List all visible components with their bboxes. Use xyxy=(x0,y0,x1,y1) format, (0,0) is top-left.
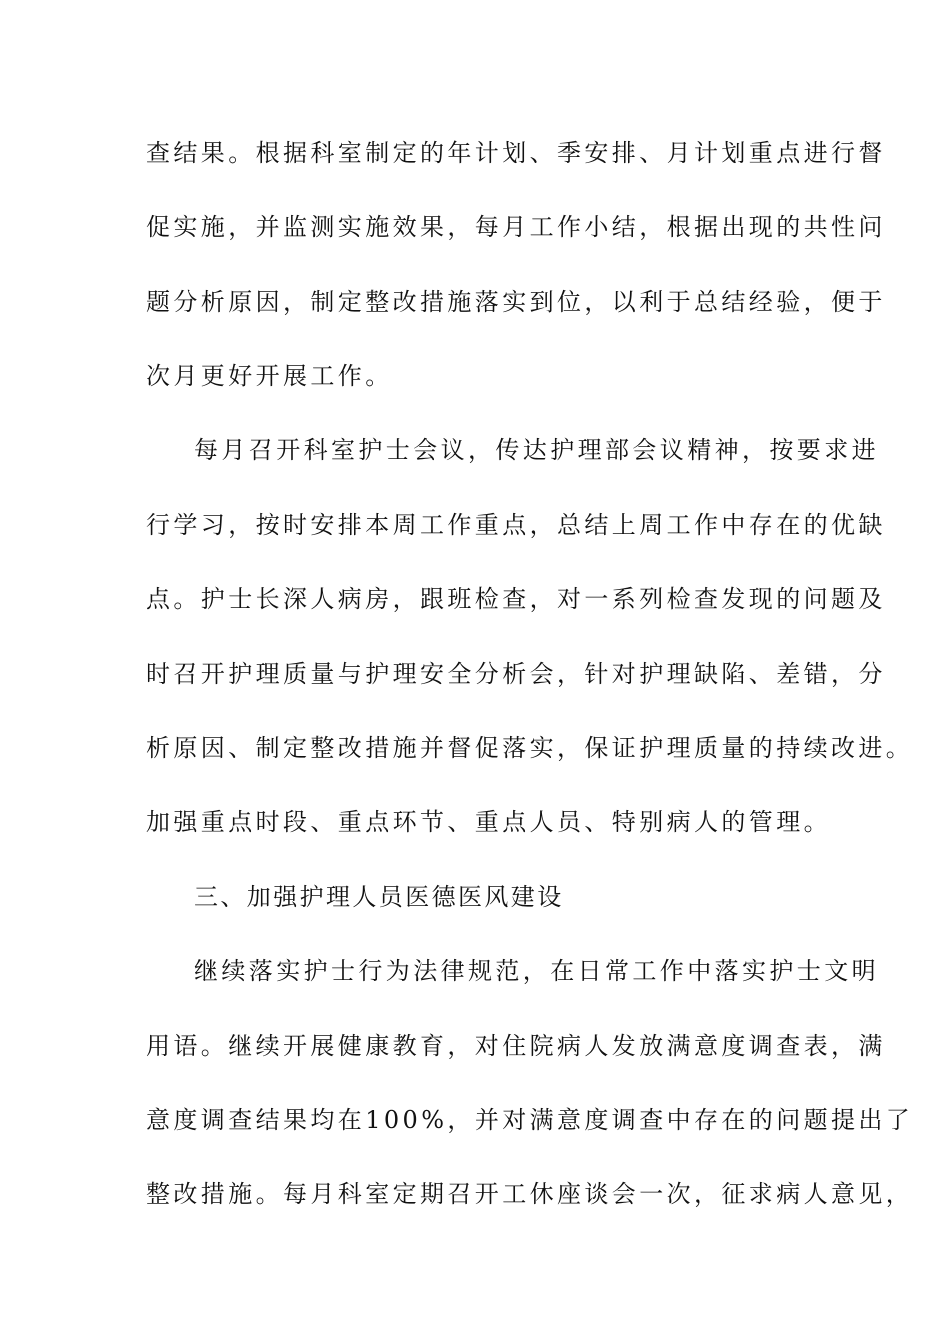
text-line: 析原因、制定整改措施并督促落实，保证护理质量的持续改进。 xyxy=(146,734,914,762)
text-line: 意度调查结果均在100%，并对满意度调查中存在的问题提出了 xyxy=(146,1106,914,1134)
text-line: 时召开护理质量与护理安全分析会，针对护理缺陷、差错，分 xyxy=(146,660,886,688)
text-line: 加强重点时段、重点环节、重点人员、特别病人的管理。 xyxy=(146,808,831,836)
section-heading: 三、加强护理人员医德医风建设 xyxy=(194,883,564,911)
text-line: 题分析原因，制定整改措施落实到位，以利于总结经验，便于 xyxy=(146,288,886,316)
paragraph-first-line: 每月召开科室护士会议，传达护理部会议精神，按要求进 xyxy=(194,436,879,464)
text-line: 用语。继续开展健康教育，对住院病人发放满意度调查表，满 xyxy=(146,1032,886,1060)
text-line: 查结果。根据科室制定的年计划、季安排、月计划重点进行督 xyxy=(146,139,886,167)
text-line: 次月更好开展工作。 xyxy=(146,362,393,390)
text-line: 促实施，并监测实施效果，每月工作小结，根据出现的共性问 xyxy=(146,213,886,241)
paragraph-first-line: 继续落实护士行为法律规范，在日常工作中落实护士文明 xyxy=(194,957,879,985)
text-line: 行学习，按时安排本周工作重点，总结上周工作中存在的优缺 xyxy=(146,511,886,539)
text-line: 整改措施。每月科室定期召开工休座谈会一次，征求病人意见， xyxy=(146,1180,914,1208)
text-line: 点。护士长深人病房，跟班检查，对一系列检查发现的问题及 xyxy=(146,585,886,613)
